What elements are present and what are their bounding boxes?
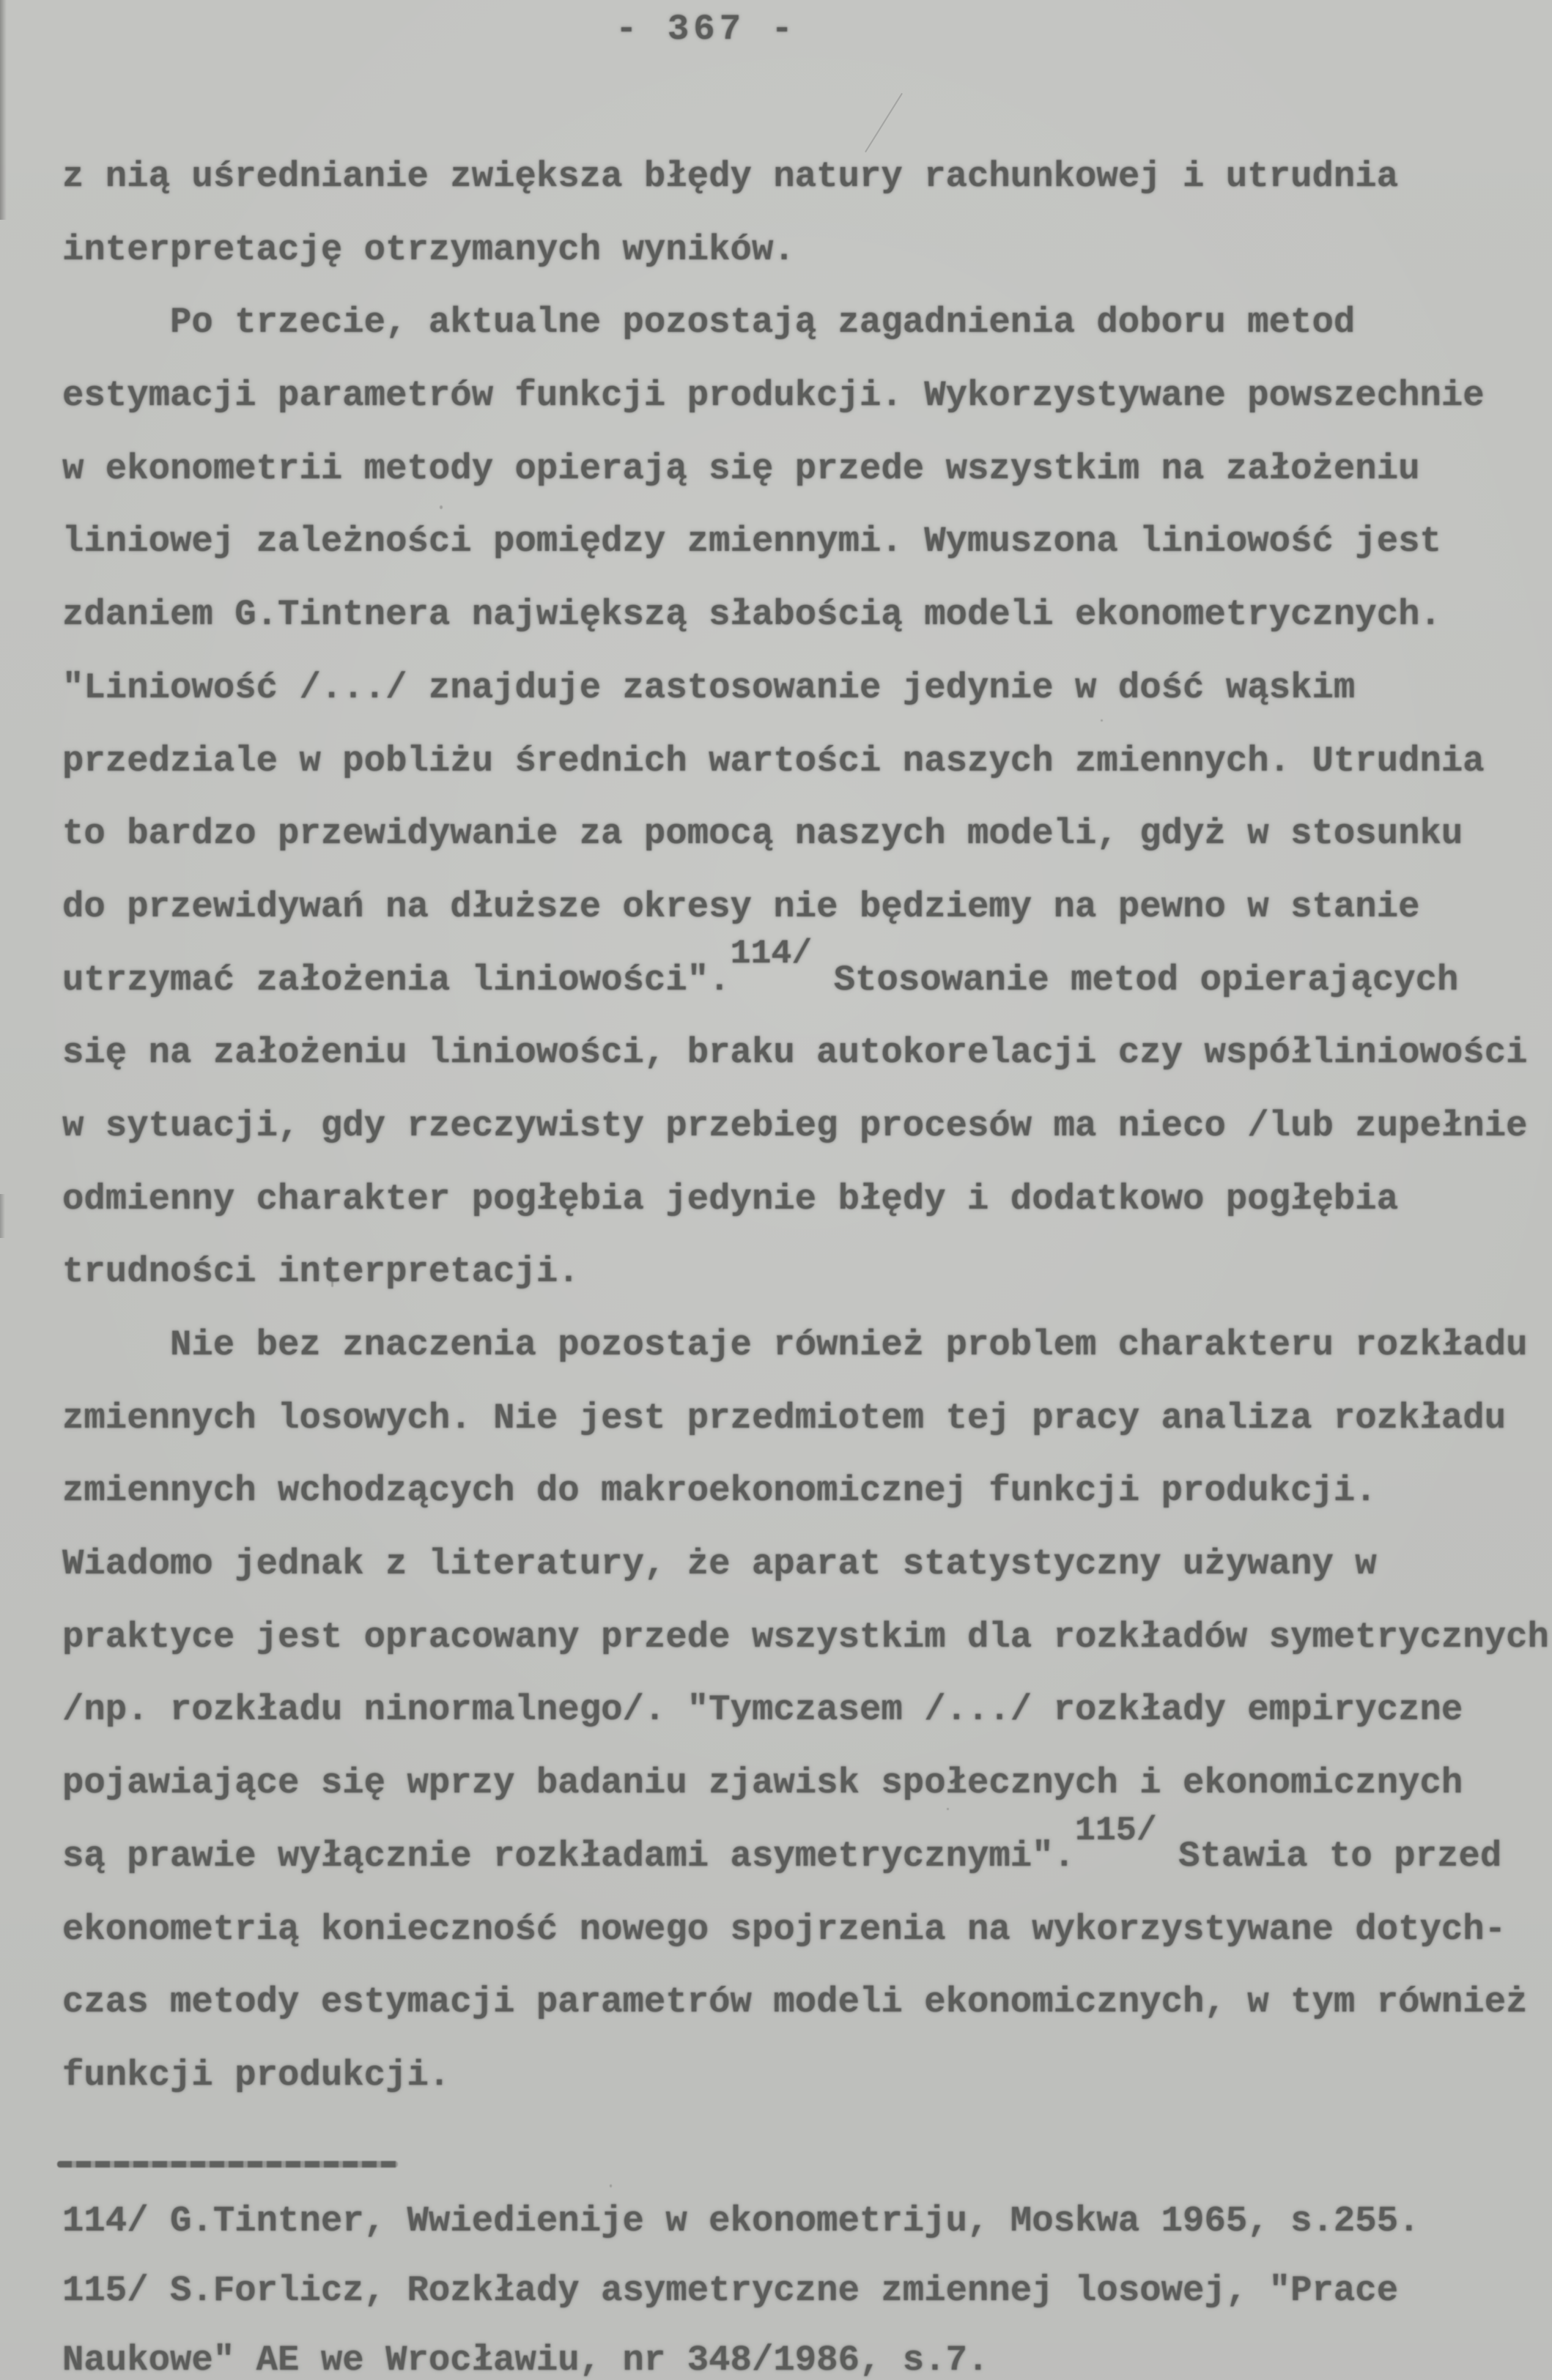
text-run: odmienny charakter pogłębia jedynie błędy i dodatkowo pogłębia (62, 1178, 1399, 1220)
scan-edge-artifact (0, 0, 7, 220)
footnote-marker: 115/ (1075, 1810, 1157, 1850)
text-run: "Liniowość /.../ znajduje zastosowanie jedynie w dość wąskim (62, 667, 1356, 708)
text-run: interpretację otrzymanych wyników. (62, 229, 795, 270)
footnote-marker: 114/ (730, 934, 813, 974)
text-run: /np. rozkładu ninormalnego/. "Tymczasem /.../ rozkłady empiryczne (62, 1689, 1463, 1731)
paper-speck (610, 2184, 612, 2187)
text-run: Stosowanie metod opierających (812, 959, 1459, 1001)
footnote-line: 114/ G.Tintner, Wwiedienije w ekonometriju, Moskwa 1965, s.255. (62, 2201, 1420, 2242)
text-run: Stawia to przed (1156, 1835, 1502, 1877)
text-run: utrzymać założenia liniowości". (62, 959, 731, 1001)
text-run: funkcji produkcji. (62, 2054, 451, 2096)
body-line (62, 1163, 1550, 1237)
body-line (62, 1894, 1550, 1967)
paper-speck (331, 1280, 333, 1287)
text-run: z nią uśrednianie zwiększa błędy natury rachunkowej i utrudnia (62, 156, 1399, 197)
text-run: praktyce jest opracowany przede wszystkim dla rozkładów symetrycznych (62, 1616, 1549, 1658)
text-run: są prawie wyłącznie rozkładami asymetrycznymi". (62, 1835, 1076, 1877)
text-run: liniowej zależności pomiędzy zmiennymi. Wymuszona liniowość jest (62, 521, 1441, 563)
body-line (62, 433, 1550, 506)
body-line (62, 286, 1550, 360)
text-run: się na założeniu liniowości, braku autokorelacji czy współliniowości (62, 1032, 1528, 1074)
body-line (62, 1747, 1550, 1820)
body-line (62, 360, 1550, 433)
text-run: do przewidywań na dłuższe okresy nie będziemy na pewno w stanie (62, 886, 1420, 927)
body-line (62, 1674, 1550, 1747)
text-run: Wiadomo jednak z literatury, że aparat statystyczny używany w (62, 1543, 1377, 1585)
body-line (62, 798, 1550, 871)
body-line (62, 871, 1550, 944)
text-run: czas metody estymacji parametrów modeli ekonomicznych, w tym również (62, 1982, 1528, 2023)
text-run: w ekonometrii metody opierają się przede wszystkim na założeniu (62, 448, 1420, 489)
text-run: ekonometrią konieczność nowego spojrzenia na wykorzystywane dotych- (62, 1908, 1507, 1950)
text-run: Po trzecie, aktualne pozostają zagadnienia doboru metod (170, 302, 1356, 344)
paper-speck (1101, 719, 1103, 722)
text-run: Nie bez znaczenia pozostaje również problem charakteru rozkładu (170, 1324, 1528, 1365)
paper-speck (947, 1808, 949, 1810)
body-line (62, 1017, 1550, 1090)
body-line (62, 934, 1550, 1017)
body-line (62, 1236, 1550, 1309)
body-line (62, 1810, 1550, 1894)
footnotes (62, 2187, 1420, 2380)
scan-edge-artifact (0, 1194, 5, 1238)
text-run: trudności interpretacji. (62, 1251, 580, 1293)
text-run: estymacji parametrów funkcji produkcji. Wykorzystywane powszechnie (62, 375, 1485, 417)
body-line (62, 1090, 1550, 1163)
body-line (62, 725, 1550, 798)
body-line (62, 141, 1550, 214)
body-line (62, 505, 1550, 579)
text-run: to bardzo przewidywanie za pomocą naszych modeli, gdyż w stosunku (62, 813, 1463, 855)
body-line (62, 1382, 1550, 1456)
footnote-line: Naukowe" AE we Wrocławiu, nr 348/1986, s.7. (62, 2340, 989, 2380)
footnote-line: 115/ S.Forlicz, Rozkłady asymetryczne zmiennej losowej, "Prace (62, 2270, 1399, 2311)
body-text (62, 141, 1550, 2113)
body-line (62, 652, 1550, 725)
text-run: zmiennych wchodzących do makroekonomicznej funkcji produkcji. (62, 1470, 1377, 1512)
page-number: - 367 - (616, 9, 797, 50)
footnote-separator (57, 2161, 398, 2168)
body-line (62, 1309, 1550, 1382)
body-line (62, 1966, 1550, 2039)
body-line (62, 1455, 1550, 1528)
body-line (62, 579, 1550, 652)
paper-speck (440, 505, 443, 509)
body-line (62, 214, 1550, 287)
text-run: pojawiające się wprzy badaniu zjawisk społecznych i ekonomicznych (62, 1762, 1463, 1804)
body-line (62, 2039, 1550, 2113)
text-run: w sytuacji, gdy rzeczywisty przebieg procesów ma nieco /lub zupełnie (62, 1105, 1528, 1146)
text-run: zdaniem G.Tintnera największą słabością modeli ekonometrycznych. (62, 594, 1441, 636)
body-line (62, 1528, 1550, 1601)
text-run: zmiennych losowych. Nie jest przedmiotem tej pracy analiza rozkładu (62, 1397, 1507, 1439)
body-line (62, 1601, 1550, 1675)
text-run: przedziale w pobliżu średnich wartości naszych zmiennych. Utrudnia (62, 740, 1485, 782)
